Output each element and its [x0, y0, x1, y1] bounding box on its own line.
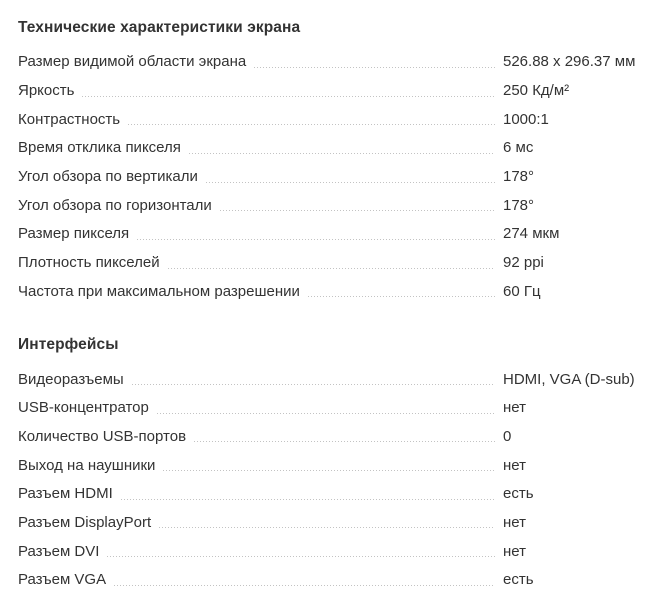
spec-label: Выход на наушники	[18, 456, 156, 474]
spec-row-video-connectors	[18, 365, 653, 394]
spec-value: нет	[503, 456, 526, 474]
spec-label: Видеоразъемы	[18, 370, 124, 388]
dotted-leader	[82, 96, 495, 97]
spec-row-hdmi	[18, 480, 653, 509]
spec-row-horizontal-viewing-angle	[18, 191, 653, 220]
spec-label: Угол обзора по горизонтали	[18, 196, 212, 214]
spec-value: 92 ppi	[503, 254, 544, 272]
dotted-leader	[137, 239, 495, 240]
spec-label: Контрастность	[18, 110, 121, 128]
dotted-leader	[194, 441, 495, 442]
dotted-leader	[157, 413, 495, 414]
spec-value: 250 Кд/м²	[503, 82, 570, 100]
section-title-interfaces: Интерфейсы	[18, 336, 119, 354]
spec-value: нет	[503, 542, 526, 560]
spec-row-response-time	[18, 134, 653, 163]
spec-value: 178°	[503, 168, 535, 186]
spec-label: Разъем HDMI	[18, 485, 113, 503]
spec-value: 6 мс	[503, 139, 534, 157]
spec-value: есть	[503, 571, 534, 589]
spec-label: Разъем DisplayPort	[18, 513, 152, 531]
spec-value: 526.88 x 296.37 мм	[503, 53, 636, 71]
spec-row-displayport	[18, 509, 653, 538]
dotted-leader	[132, 384, 495, 385]
spec-row-brightness	[18, 77, 653, 106]
spec-label: Время отклика пикселя	[18, 139, 181, 157]
spec-value: есть	[503, 485, 534, 503]
spec-label: USB-концентратор	[18, 399, 149, 417]
spec-label: Яркость	[18, 82, 75, 100]
spec-value: нет	[503, 399, 526, 417]
dotted-leader	[220, 210, 495, 211]
spec-row-pixel-density	[18, 249, 653, 278]
spec-row-vertical-viewing-angle	[18, 163, 653, 192]
spec-label: Разъем DVI	[18, 542, 100, 560]
spec-value: 0	[503, 427, 512, 445]
dotted-leader	[168, 268, 495, 269]
spec-row-usb-port-count	[18, 423, 653, 452]
spec-label: Частота при максимальном разрешении	[18, 282, 300, 300]
spec-row-dvi	[18, 537, 653, 566]
dotted-leader	[107, 556, 495, 557]
spec-row-vga	[18, 566, 653, 595]
dotted-leader	[163, 470, 495, 471]
spec-rows	[18, 365, 653, 595]
spec-row-pixel-size	[18, 220, 653, 249]
dotted-leader	[254, 67, 495, 68]
dotted-leader	[308, 296, 495, 297]
spec-label: Количество USB-портов	[18, 427, 187, 445]
spec-value: нет	[503, 513, 526, 531]
dotted-leader	[206, 182, 495, 183]
dotted-leader	[128, 124, 495, 125]
spec-row-contrast	[18, 105, 653, 134]
spec-value: 60 Гц	[503, 282, 541, 300]
spec-value: 274 мкм	[503, 225, 560, 243]
section-screen-specs	[18, 20, 653, 306]
dotted-leader	[159, 527, 495, 528]
spec-label: Плотность пикселей	[18, 254, 160, 272]
spec-value: 178°	[503, 196, 535, 214]
spec-value: HDMI, VGA (D-sub)	[503, 370, 635, 388]
spec-label: Разъем VGA	[18, 571, 107, 589]
section-title-screen-specs: Технические характеристики экрана	[18, 19, 301, 36]
dotted-leader	[121, 499, 495, 500]
spec-row-max-refresh-rate	[18, 278, 653, 307]
spec-label: Размер видимой области экрана	[18, 53, 247, 71]
spec-row-usb-hub	[18, 394, 653, 423]
dotted-leader	[114, 585, 495, 586]
spec-row-headphone-out	[18, 451, 653, 480]
spec-label: Угол обзора по вертикали	[18, 168, 198, 186]
dotted-leader	[189, 153, 495, 154]
spec-row-visible-area	[18, 48, 653, 77]
spec-label: Размер пикселя	[18, 225, 130, 243]
spec-value: 1000:1	[503, 110, 549, 128]
section-interfaces	[18, 337, 653, 595]
spec-rows	[18, 48, 653, 306]
